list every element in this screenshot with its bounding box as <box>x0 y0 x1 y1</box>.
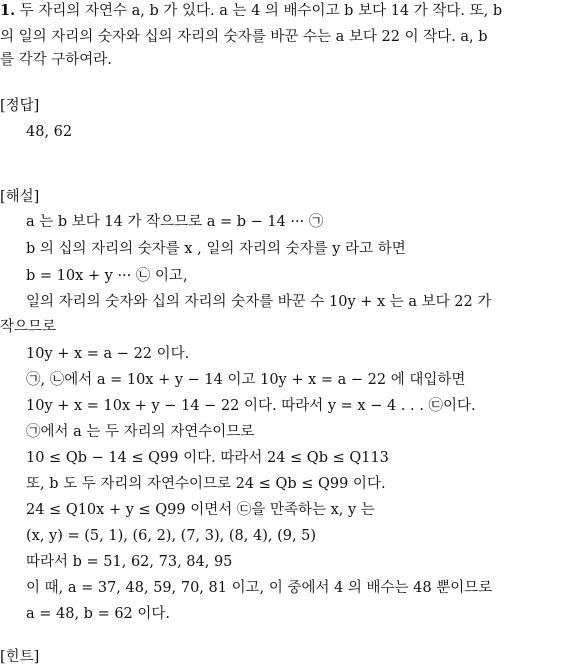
solution-line: 10y + x = a − 22 이다. <box>26 346 190 362</box>
solution-line: 일의 자리의 숫자와 십의 자리의 숫자를 바꾼 수 10y + x 는 a 보다 22 가 <box>26 294 492 310</box>
problem-number: 1. <box>0 2 16 19</box>
solution-line: ㉠, ㉡에서 a = 10x + y − 14 이고 10y + x = a − 22 에 대입하면 <box>26 372 466 388</box>
hint-heading: [힌트] <box>0 649 40 665</box>
solution-line: 10 ≤ Qb − 14 ≤ Q99 이다. 따라서 24 ≤ Qb ≤ Q113 <box>26 450 389 466</box>
answer-heading: [정답] <box>0 98 40 114</box>
solution-line: 이 때, a = 37, 48, 59, 70, 81 이고, 이 중에서 4 의 배수는 48 뿐이므로 <box>26 580 493 596</box>
solution-line: b 의 십의 자리의 숫자를 x , 일의 자리의 숫자를 y 라고 하면 <box>26 241 406 257</box>
solution-line: b = 10x + y ··· ㉡ 이고, <box>26 268 188 284</box>
problem-line-1 <box>0 2 502 20</box>
solution-heading: [해설] <box>0 189 40 205</box>
solution-line: ㉠에서 a 는 두 자리의 자연수이므로 <box>26 424 255 440</box>
solution-line: a 는 b 보다 14 가 작으므로 a = b − 14 ··· ㉠ <box>26 214 324 230</box>
problem-text-1: 두 자리의 자연수 a, b 가 있다. a 는 4 의 배수이고 b 보다 14 가 작다. 또, b <box>19 3 503 19</box>
solution-line: 10y + x = 10x + y − 14 − 22 이다. 따라서 y = x − 4 . . . ㉢이다. <box>26 398 476 414</box>
problem-line-3: 를 각각 구하여라. <box>0 52 112 68</box>
solution-line: 또, b 도 두 자리의 자연수이므로 24 ≤ Qb ≤ Q99 이다. <box>26 476 386 492</box>
solution-line: a = 48, b = 62 이다. <box>26 606 171 622</box>
solution-line: 작으므로 <box>0 319 57 335</box>
answer-value: 48, 62 <box>26 124 73 140</box>
solution-line: (x, y) = (5, 1), (6, 2), (7, 3), (8, 4), (9, 5) <box>26 528 317 544</box>
problem-line-2: 의 일의 자리의 숫자와 십의 자리의 숫자를 바꾼 수는 a 보다 22 이 작다. a, b <box>0 29 488 45</box>
solution-line: 따라서 b = 51, 62, 73, 84, 95 <box>26 554 233 570</box>
solution-line: 24 ≤ Q10x + y ≤ Q99 이면서 ㉢을 만족하는 x, y 는 <box>26 502 375 518</box>
